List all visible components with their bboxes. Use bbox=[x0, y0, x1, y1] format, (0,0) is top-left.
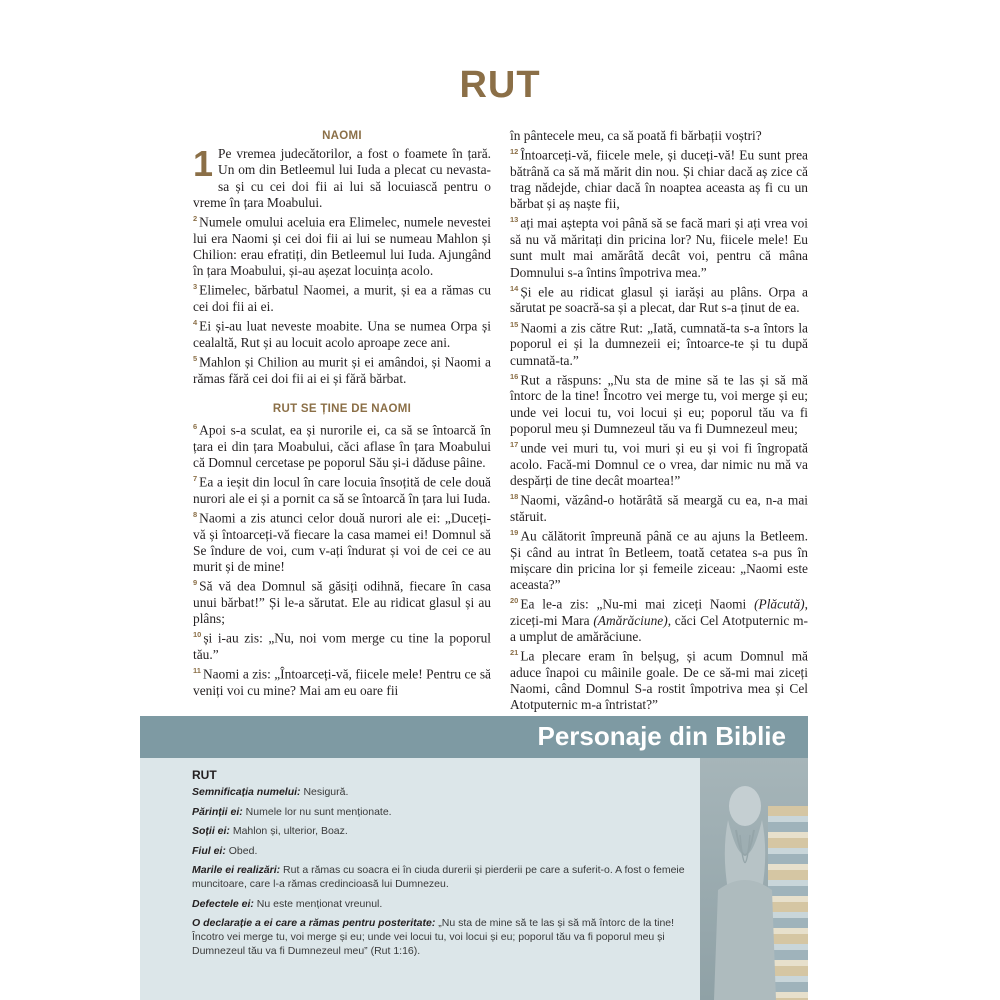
verse-21: $^{21}$ La plecare eram în belșug, și acum Domnul mă aduce înapoi cu mâinile goale. De ce să-mi mai ziceți Naomi, când Domnul S-a rostit împotriva mea și Cel Atotputernic m-a întristat?” bbox=[510, 648, 808, 713]
verse-12: $^{12}$ Întoarceți-vă, fiicele mele, și duceți-vă! Eu sunt prea bătrână ca să mă mărit din nou. Și chiar dacă aș zice că trag nădejde, chiar dacă în noaptea aceasta aș fi cu un bărbat și aș naște fii, bbox=[510, 147, 808, 212]
verse-13: $^{13}$ ați mai aștepta voi până să se facă mari și ați vrea voi să nu vă măritați din pricina lor? Nu, fiicele mele! Eu sunt mult mai amărâtă decât voi, pentru că mâna Domnului s-a întins împotriva mea.” bbox=[510, 215, 808, 280]
statue-icon bbox=[710, 770, 780, 1000]
verse-4: $^4$ Ei și-au luat neveste moabite. Una se numea Orpa și cealaltă, Rut și au locuit acolo aproape zece ani. bbox=[193, 318, 491, 350]
verse-8: $^8$ Naomi a zis atunci celor două nurori ale ei: „Duceți-vă și întoarceți-vă fiecare la casa mamei ei! Domnul să Se îndure de voi, cum v-ați îndurat și voi de cei ce au murit și de mine! bbox=[193, 510, 491, 575]
entry-flaws: Defectele ei: Nu este menționat vreunul. bbox=[192, 897, 383, 910]
section-heading-naomi: NAOMI bbox=[322, 130, 362, 142]
verse-6: $^6$ Apoi s-a sculat, ea și nurorile ei, ca să se întoarcă în țara ei din țara Moabului, căci aflase în țara Moabului că Domnul cercetase pe poporul Său și-i dăduse pâine. bbox=[193, 422, 491, 470]
section-heading-rut: RUT SE ȚINE DE NAOMI bbox=[272, 402, 412, 415]
verse-5: $^5$ Mahlon și Chilion au murit și ei amândoi, și Naomi a rămas fără cei doi fii ai ei și fără bărbat. bbox=[193, 354, 491, 386]
right-column bbox=[510, 128, 808, 714]
verse-7: $^7$ Ea a ieșit din locul în care locuia însoțită de cele două nurori ale ei și a pornit ca să se întoarcă în țara lui Iuda. bbox=[193, 474, 491, 506]
verse-9: $^9$ Să vă dea Domnul să găsiți odihnă, fiecare în casa unui bărbat!” Și le-a sărutat. Ele au ridicat glasul și au plâns; bbox=[193, 578, 491, 627]
verse-3: $^3$ Elimelec, bărbatul Naomei, a murit, și ea a rămas cu cei doi fii ai ei. bbox=[193, 282, 491, 314]
panel-title: Personaje din Biblie bbox=[537, 721, 786, 751]
statue-image bbox=[700, 758, 808, 1000]
verse-20: $^{20}$ Ea le-a zis: „Nu-mi mai ziceți Naomi (Plăcută), ziceți-mi Mara (Amărăciune), căci Cel Atotputernic m-a umplut de amărăciune. bbox=[510, 596, 808, 645]
entry-name-meaning: Semnificația numelui: Nesigură. bbox=[192, 786, 349, 798]
verse-14: $^{14}$ Și ele au ridicat glasul și iarăși au plâns. Orpa a sărutat pe soacră-sa și a plecat, dar Rut s-a ținut de ea. bbox=[510, 283, 808, 316]
entry-achievements: Marile ei realizări: Rut a rămas cu soacra ei în ciuda durerii și pierderii pe care a suferit-o. A fost o femeie muncitoare, care l-a rămas credincioasă lui Dumnezeu. bbox=[192, 864, 685, 890]
verse-10: $^{10}$ și i-au zis: „Nu, noi vom merge cu tine la poporul tău.” bbox=[193, 630, 491, 663]
verse-16: $^{16}$ Rut a răspuns: „Nu sta de mine să te las și să mă întorc de la tine! Încotro vei merge tu, voi merge și eu; unde vei locui tu, voi locui și eu; poporul tău va fi poporul meu și Dumnezeul tău va fi Dumnezeul meu; bbox=[510, 371, 808, 436]
bible-character-panel bbox=[140, 716, 808, 1000]
book-title: RUT bbox=[459, 64, 541, 106]
entry-parents: Părinții ei: Numele lor nu sunt menționate. bbox=[192, 805, 392, 818]
verse-19: $^{19}$ Au călătorit împreună până ce au ajuns la Betleem. Și când au intrat în Betleem, toată cetatea s-a pus în mișcare din pricina lor și femeile ziceau: „Naomi este aceasta?” bbox=[510, 527, 808, 593]
verse-11: $^{11}$ Naomi a zis: „Întoarceți-vă, fiicele mele! Pentru ce să veniți voi cu mine? Mai am eu oare fii bbox=[193, 666, 491, 698]
verse-2: $^2$ Numele omului aceluia era Elimelec, numele nevestei lui era Naomi și cei doi fii ai lui se numeau Mahlon și Chilion: erau efratiți, din Betleemul lui Iuda. Ajungând în țara Moabului, și-au așezat locuința acolo. bbox=[193, 214, 491, 279]
verse-18: $^{18}$ Naomi, văzând-o hotărâtă să meargă cu ea, n-a mai stăruit. bbox=[510, 492, 808, 524]
verse-17: $^{17}$ unde vei muri tu, voi muri și eu și voi fi îngropată acolo. Facă-mi Domnul ce o vrea, dar nimic nu mă va despărți de tine decât moartea!” bbox=[510, 440, 808, 488]
character-name: RUT bbox=[192, 768, 217, 782]
verse-15: $^{15}$ Naomi a zis către Rut: „Iată, cumnată-ta s-a întors la poporul ei și la dumnezeii ei; întoarce-te și tu după cumnată-ta.” bbox=[510, 319, 808, 368]
chapter-number: 1 bbox=[193, 143, 214, 185]
verse-11-cont: în pântecele meu, ca să poată fi bărbații voștri? bbox=[510, 128, 762, 143]
entry-husbands: Soții ei: Mahlon și, ulterior, Boaz. bbox=[192, 825, 348, 837]
left-column bbox=[193, 128, 491, 699]
entry-quote: O declarație a ei care a rămas pentru posteritate: „Nu sta de mine să te las și să mă întorc de la tine! Încotro vei merge tu, voi merge și eu; unde vei locui tu, voi locui și eu; poporul tău va fi poporul meu și Dumnezeul tău va fi Dumnezeul meu” (Rut 1:16). bbox=[192, 917, 675, 957]
panel-body bbox=[192, 768, 692, 964]
panel-banner bbox=[140, 716, 808, 758]
verse-1: 1 Pe vremea judecătorilor, a fost o foamete în țară. Un om din Betleemul lui Iuda a plecat cu nevasta-sa și cu cei doi fii ai lui să locuiască pentru o vreme în țara Moabului. bbox=[193, 143, 491, 210]
entry-son: Fiul ei: Obed. bbox=[192, 844, 258, 857]
